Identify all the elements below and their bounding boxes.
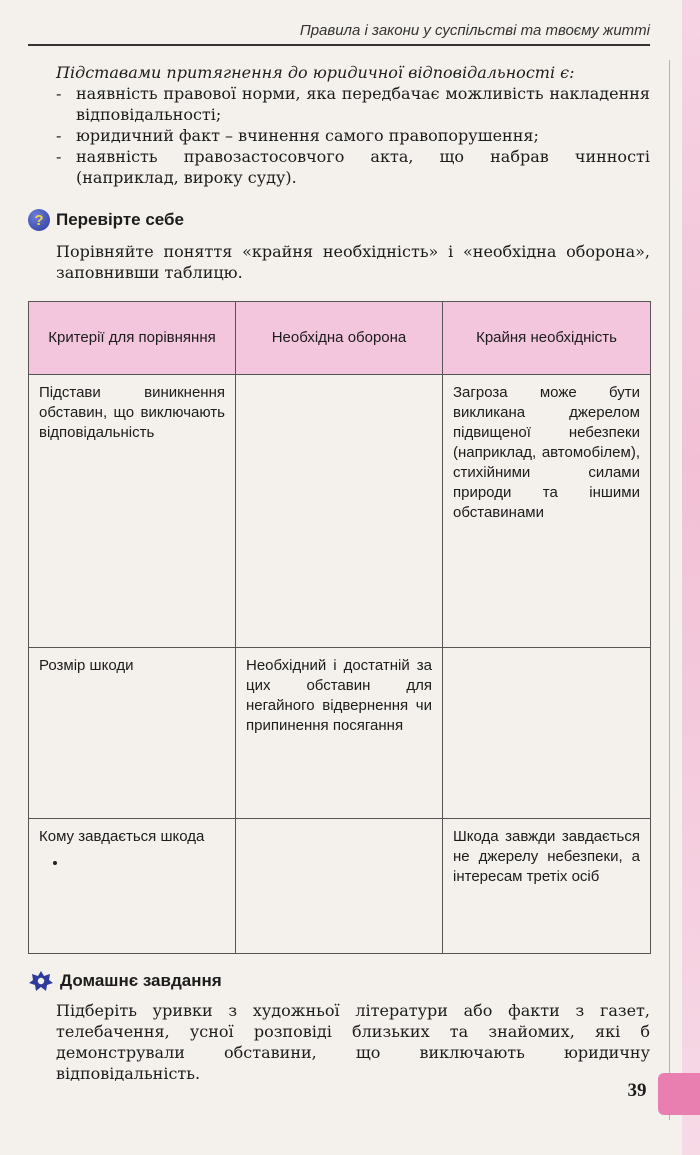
table-row xyxy=(29,375,651,648)
check-yourself-heading xyxy=(28,209,184,231)
star-icon xyxy=(28,970,54,992)
check-task-text: Порівняйте поняття «крайня необхідність» і «необхідна оборона», заповнивши таблицю. xyxy=(56,242,650,282)
page-number: 39 xyxy=(627,1080,647,1101)
table-cell-criterion-text: Кому завдається шкода xyxy=(39,828,205,845)
comparison-table xyxy=(28,301,651,954)
homework-text: Підберіть уривки з художньої літератури або факти з газет, телебачення, усної розповіді близьких та знайомих, які б демонстрували обставини, що виключають юридичну відповідальність. xyxy=(56,1001,650,1083)
check-yourself-title: Перевірте себе xyxy=(56,210,184,229)
grounds-item: - наявність правозастосовчого акта, що набрав чинності (наприклад, вироку суду). xyxy=(56,146,650,188)
table-cell-criterion: Підстави виникнення обставин, що виключають відповідальність xyxy=(29,375,236,648)
table-header-necessity: Крайня необхідність xyxy=(443,302,651,375)
table-cell-necessity xyxy=(443,648,651,819)
question-icon: ? xyxy=(28,209,50,231)
table-cell-necessity: Шкода завжди завдається не джерелу небезпеки, а інтересам третіх осіб xyxy=(443,819,651,954)
table-row xyxy=(29,648,651,819)
table-header-self-defense: Необхідна оборона xyxy=(236,302,443,375)
page-edge-strip xyxy=(682,0,700,1155)
table-header-criteria: Критерії для порівняння xyxy=(29,302,236,375)
page-tab xyxy=(658,1073,700,1115)
table-row xyxy=(29,819,651,954)
table-cell-self-defense xyxy=(236,819,443,954)
margin-line xyxy=(669,60,670,1120)
grounds-item: - юридичний факт – вчинення самого правопорушення; xyxy=(56,125,650,146)
homework-title: Домашнє завдання xyxy=(60,971,222,990)
running-header: Правила і закони у суспільстві та твоєму житті xyxy=(299,22,650,39)
table-cell-criterion xyxy=(29,819,236,954)
grounds-list xyxy=(56,83,650,188)
table-cell-self-defense xyxy=(236,375,443,648)
stray-dot xyxy=(53,861,57,865)
homework-heading xyxy=(28,970,222,992)
table-cell-criterion: Розмір шкоди xyxy=(29,648,236,819)
table-cell-self-defense: Необхідний і достатній за цих обставин для негайного відвернення чи припинення посягання xyxy=(236,648,443,819)
header-rule xyxy=(28,44,650,46)
grounds-block xyxy=(56,62,650,188)
table-cell-necessity: Загроза може бути викликана джерелом підвищеної небезпеки (наприклад, автомобілем), стихійними силами природи та іншими обставинами xyxy=(443,375,651,648)
grounds-lead: Підставами притягнення до юридичної відповідальності є: xyxy=(56,63,575,82)
grounds-item: - наявність правової норми, яка передбачає можливість накладення відповідальності; xyxy=(56,83,650,125)
